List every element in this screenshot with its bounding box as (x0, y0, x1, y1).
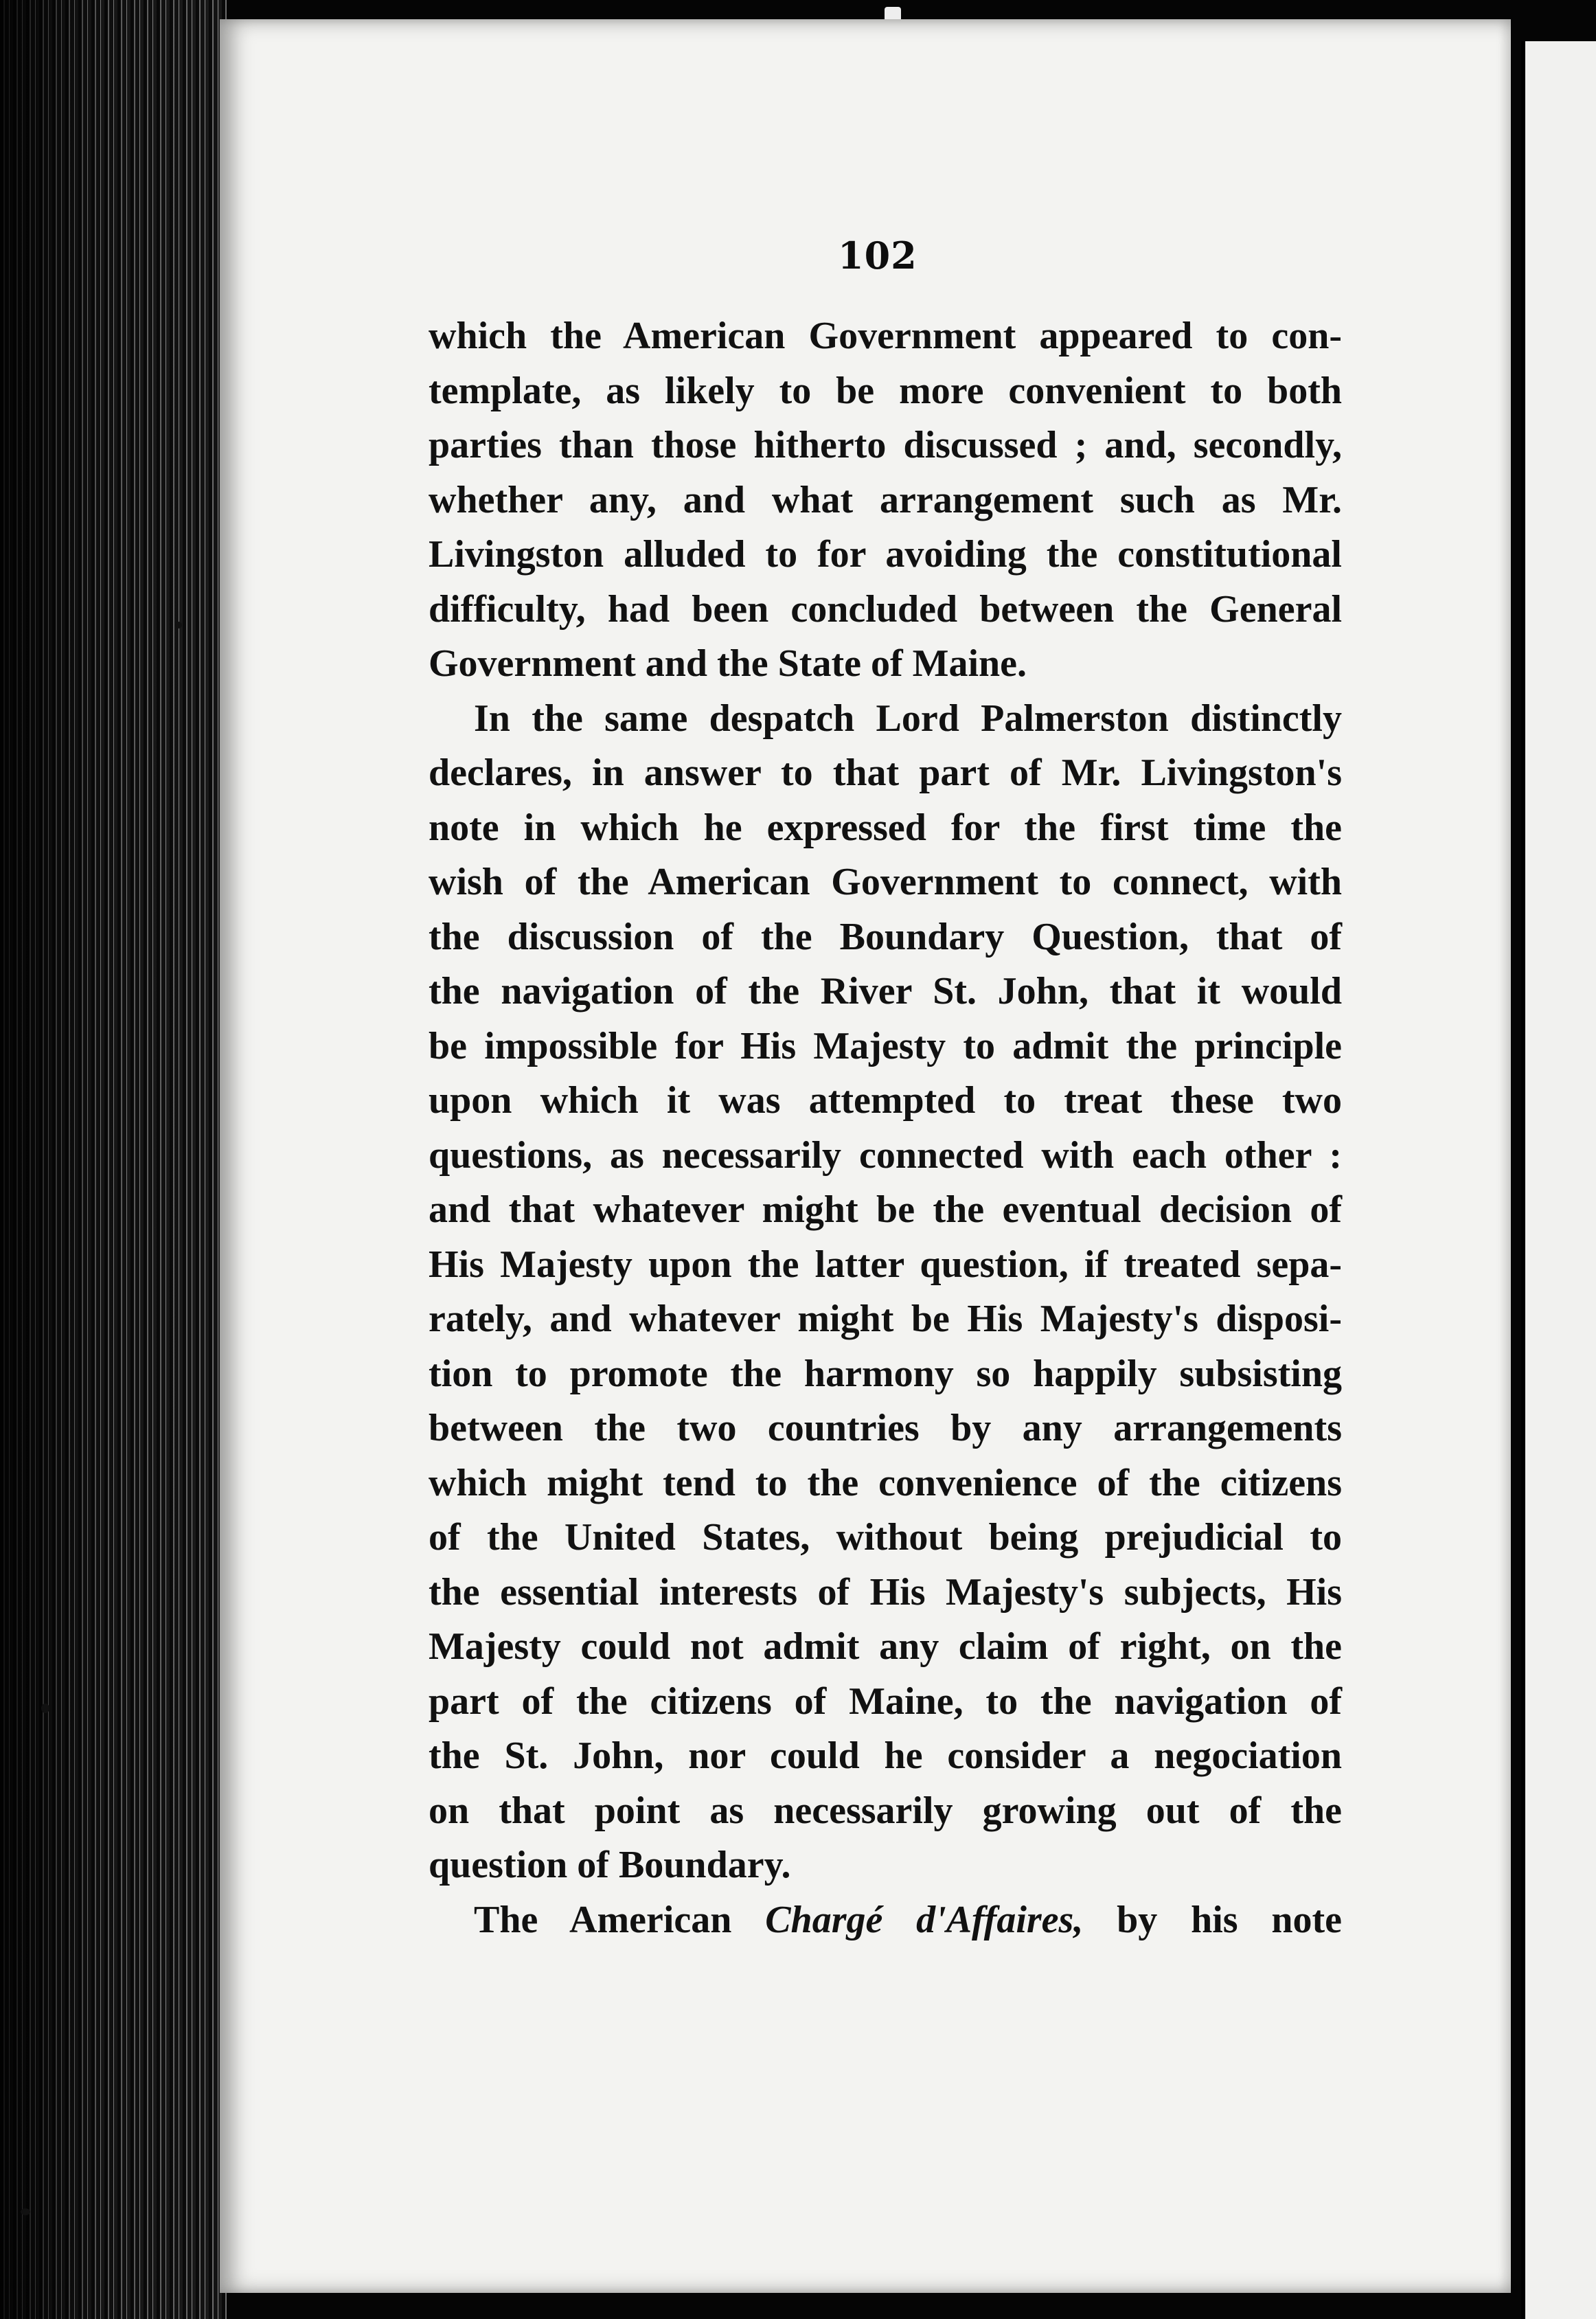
body-text (429, 309, 1342, 1947)
text-line: His Majesty upon the latter question, if treated sepa- (429, 1243, 1342, 1286)
text-line: upon which it was attempted to treat these two (429, 1079, 1342, 1122)
text-line: on that point as necessarily growing out of the (429, 1789, 1342, 1832)
text-line: difficulty, had been concluded between the General (429, 587, 1342, 631)
text-line: which the American Government appeared to con- (429, 315, 1342, 357)
text-line: Government and the State of Maine. (429, 642, 1027, 685)
text-line: the discussion of the Boundary Question, that of (429, 915, 1342, 958)
text-line: In the same despatch Lord Palmerston distinctly (474, 697, 1342, 740)
scan-speck (21, 2208, 30, 2215)
text-line: wish of the American Government to connect, with (429, 861, 1342, 903)
text-line: the navigation of the River St. John, that it would (429, 970, 1342, 1013)
scan-speck (175, 622, 182, 629)
text-line: rately, and whatever might be His Majesty's disposi- (429, 1298, 1342, 1340)
page-number: 102 (838, 234, 917, 278)
text-line: the St. John, nor could he consider a negociation (429, 1734, 1342, 1777)
text-line: questions, as necessarily connected with each other : (429, 1133, 1342, 1177)
text-segment: by his note (1083, 1898, 1342, 1941)
text-line: Livingston alluded to for avoiding the constitutional (429, 533, 1342, 576)
text-line: parties than those hitherto discussed ; and, secondly, (429, 424, 1342, 466)
facing-page-edge (1521, 41, 1596, 2319)
text-line: and that whatever might be the eventual decision of (429, 1188, 1342, 1231)
text-line: the essential interests of His Majesty's subjects, His (429, 1570, 1342, 1614)
text-line: be impossible for His Majesty to admit the principle (429, 1024, 1342, 1067)
text-line: declares, in answer to that part of Mr. Livingston's (429, 751, 1342, 794)
text-line: question of Boundary. (429, 1844, 791, 1886)
text-line: which might tend to the convenience of the citizens (429, 1461, 1342, 1504)
text-line: of the United States, without being prejudicial to (429, 1516, 1342, 1559)
text-segment: The American (474, 1898, 766, 1941)
text-line-final (429, 1893, 1342, 1948)
text-line: note in which he expressed for the first time the (429, 806, 1342, 849)
text-line: tion to promote the harmony so happily subsisting (429, 1352, 1342, 1395)
text-line: part of the citizens of Maine, to the navigation of (429, 1679, 1342, 1723)
book-page-edges (0, 0, 227, 2319)
italic-phrase: Chargé d'Affaires, (765, 1898, 1084, 1941)
text-line: between the two countries by any arrangements (429, 1407, 1342, 1449)
text-line: whether any, and what arrangement such as Mr. (429, 478, 1342, 521)
text-line: Majesty could not admit any claim of right, on the (429, 1625, 1342, 1668)
scan-speck (41, 1704, 49, 1713)
text-line: template, as likely to be more convenient to both (429, 369, 1342, 412)
